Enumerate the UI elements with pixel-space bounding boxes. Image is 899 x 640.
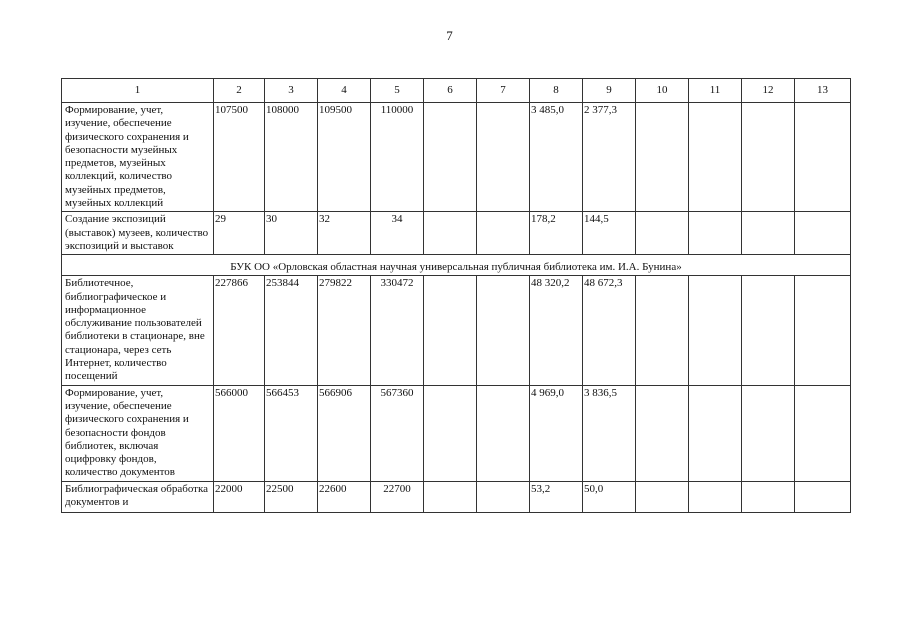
value-cell: 53,2 [530, 481, 583, 512]
value-cell [424, 481, 477, 512]
value-cell [795, 276, 851, 385]
table-row [62, 212, 851, 255]
value-cell: 3 485,0 [530, 103, 583, 212]
value-cell [477, 481, 530, 512]
value-cell [689, 385, 742, 481]
header-cell: 4 [318, 79, 371, 103]
service-name-cell: Формирование, учет, изучение, обеспечение физического сохранения и безопасности фондов библиотек, включая оцифровку фондов, количество документов [62, 385, 214, 481]
section-title: БУК ОО «Орловская областная научная универсальная публичная библиотека им. И.А. Бунина» [62, 255, 851, 276]
header-cell: 13 [795, 79, 851, 103]
header-cell: 1 [62, 79, 214, 103]
value-cell [424, 276, 477, 385]
value-cell: 4 969,0 [530, 385, 583, 481]
value-cell: 3 836,5 [583, 385, 636, 481]
table-row [62, 103, 851, 212]
service-name-cell: Библиографическая обработка документов и [62, 481, 214, 512]
value-cell: 330472 [371, 276, 424, 385]
value-cell: 253844 [265, 276, 318, 385]
header-cell: 6 [424, 79, 477, 103]
value-cell: 566000 [214, 385, 265, 481]
page-number: 7 [446, 28, 453, 43]
value-cell: 22600 [318, 481, 371, 512]
value-cell: 22500 [265, 481, 318, 512]
value-cell: 108000 [265, 103, 318, 212]
value-cell [689, 212, 742, 255]
value-cell: 566453 [265, 385, 318, 481]
value-cell [636, 212, 689, 255]
value-cell [742, 276, 795, 385]
value-cell: 22700 [371, 481, 424, 512]
header-cell: 5 [371, 79, 424, 103]
header-cell: 2 [214, 79, 265, 103]
value-cell [742, 385, 795, 481]
service-name-cell: Библиотечное, библиографическое и информационное обслуживание пользователей библиотеки в стационаре, вне стационара, через сеть Интернет, количество посещений [62, 276, 214, 385]
value-cell [795, 481, 851, 512]
value-cell: 30 [265, 212, 318, 255]
value-cell [795, 212, 851, 255]
value-cell: 32 [318, 212, 371, 255]
value-cell: 144,5 [583, 212, 636, 255]
value-cell: 2 377,3 [583, 103, 636, 212]
value-cell [795, 385, 851, 481]
value-cell [424, 385, 477, 481]
header-cell: 8 [530, 79, 583, 103]
value-cell [477, 212, 530, 255]
value-cell [689, 481, 742, 512]
header-cell: 10 [636, 79, 689, 103]
value-cell: 34 [371, 212, 424, 255]
value-cell: 48 672,3 [583, 276, 636, 385]
value-cell [742, 481, 795, 512]
value-cell: 567360 [371, 385, 424, 481]
value-cell [689, 103, 742, 212]
header-cell: 9 [583, 79, 636, 103]
value-cell [477, 276, 530, 385]
value-cell: 109500 [318, 103, 371, 212]
service-name-cell: Формирование, учет, изучение, обеспечение физического сохранения и безопасности музейных предметов, музейных коллекций, количество музейных предметов, музейных коллекций [62, 103, 214, 212]
value-cell [742, 103, 795, 212]
value-cell [636, 385, 689, 481]
header-cell: 7 [477, 79, 530, 103]
value-cell [636, 481, 689, 512]
value-cell: 279822 [318, 276, 371, 385]
value-cell: 50,0 [583, 481, 636, 512]
header-cell: 12 [742, 79, 795, 103]
value-cell: 48 320,2 [530, 276, 583, 385]
value-cell [477, 385, 530, 481]
value-cell [636, 103, 689, 212]
value-cell [424, 103, 477, 212]
value-cell [636, 276, 689, 385]
header-cell: 3 [265, 79, 318, 103]
value-cell [477, 103, 530, 212]
value-cell [424, 212, 477, 255]
header-cell: 11 [689, 79, 742, 103]
table-row [62, 481, 851, 512]
value-cell: 107500 [214, 103, 265, 212]
table-header-row [62, 79, 851, 103]
table-row [62, 276, 851, 385]
budget-table [61, 78, 851, 513]
service-name-cell: Создание экспозиций (выставок) музеев, количество экспозиций и выставок [62, 212, 214, 255]
table-row [62, 385, 851, 481]
value-cell: 29 [214, 212, 265, 255]
value-cell: 178,2 [530, 212, 583, 255]
value-cell: 566906 [318, 385, 371, 481]
value-cell: 227866 [214, 276, 265, 385]
value-cell [795, 103, 851, 212]
value-cell: 110000 [371, 103, 424, 212]
value-cell: 22000 [214, 481, 265, 512]
value-cell [689, 276, 742, 385]
section-row [62, 255, 851, 276]
value-cell [742, 212, 795, 255]
